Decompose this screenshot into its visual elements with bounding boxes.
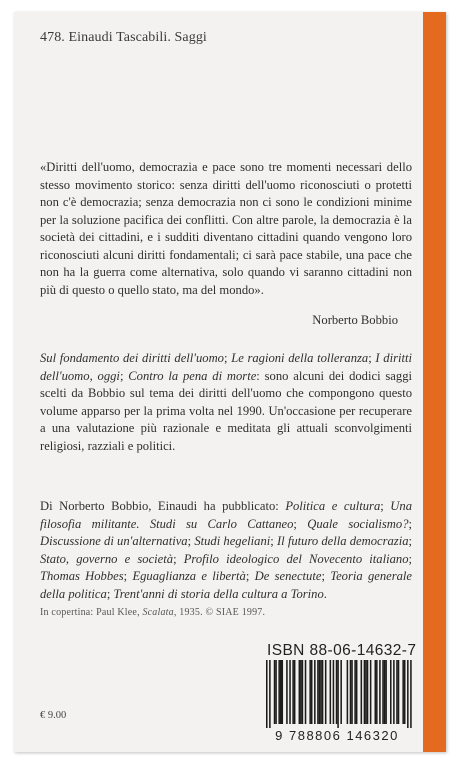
essay-title: Contro la pena di morte bbox=[128, 368, 257, 383]
barcode-bar bbox=[370, 660, 372, 724]
publications-intro: Di Norberto Bobbio, Einaudi ha pubblicato: bbox=[40, 499, 279, 513]
barcode-bar bbox=[337, 660, 339, 730]
other-publications: Di Norberto Bobbio, Einaudi ha pubblicato: Politica e cultura; Una filosofia militante. Studi su Carlo Cattaneo; Quale socialismo?; Discussione di un'alternativa; Studi hegeliani; Il futuro della democrazia; Stato, governo e società; Profilo ideologico del Novecento italiano; Thomas Hobbes; Eguaglianza e libertà; De senectute; Teoria generale della politica; Trent'anni di storia della cultura a Torino. bbox=[40, 499, 413, 601]
barcode-bar bbox=[384, 660, 386, 724]
essay-title: Sul fondamento dei diritti dell'uomo bbox=[40, 351, 224, 365]
barcode-bar bbox=[393, 660, 395, 724]
essay-title: I diritti dell'uomo, oggi bbox=[40, 351, 413, 383]
publication-title: De senectute bbox=[254, 569, 322, 583]
barcode-digits: 9 788806 146320 bbox=[258, 728, 416, 743]
book-back-cover bbox=[14, 12, 446, 752]
barcode-bar bbox=[356, 660, 358, 724]
publication-title: Trent'anni di storia della cultura a Torino bbox=[113, 586, 324, 601]
barcode-bar bbox=[340, 660, 342, 724]
barcode-bar bbox=[354, 660, 356, 724]
barcode-bar bbox=[274, 660, 276, 724]
barcode-bar bbox=[407, 660, 409, 730]
barcode-bar bbox=[350, 660, 352, 724]
price-label: € 9.00 bbox=[40, 710, 67, 721]
barcode-bar bbox=[361, 660, 363, 724]
cover-credit bbox=[40, 607, 265, 618]
barcode-bar bbox=[410, 660, 412, 730]
publication-title: Quale socialismo? bbox=[307, 516, 409, 531]
barcode-bar bbox=[398, 660, 400, 724]
barcode-bar bbox=[302, 660, 304, 724]
publication-title: Thomas Hobbes bbox=[40, 569, 124, 583]
barcode-bar bbox=[364, 660, 366, 724]
barcode-bar bbox=[385, 660, 387, 724]
credit-suffix: , 1935. © SIAE 1997. bbox=[173, 607, 266, 618]
barcode-bar bbox=[390, 660, 392, 724]
barcode-bar bbox=[289, 660, 291, 724]
barcode-bar bbox=[266, 660, 268, 730]
barcode-bar bbox=[347, 660, 349, 724]
barcode-bar bbox=[275, 660, 277, 724]
publication-title: Il futuro della democrazia bbox=[276, 534, 409, 548]
barcode-bar bbox=[351, 660, 353, 724]
book-description: Sul fondamento dei diritti dell'uomo; Le ragioni della tolleranza; I diritti dell'uomo, oggi; Contro la pena di morte: sono alcuni dei dodici saggi scelti da Bobbio sul tema dei diritti dell'uomo che compongono questo volume apparso per la prima volta nel 1990. Un'occasione per recuperare a una valutazione più razionale e meditata gli attuali sconvolgimenti religiosi, razziali e politici. bbox=[40, 351, 413, 453]
barcode-bar bbox=[367, 660, 369, 724]
barcode-bar bbox=[365, 660, 367, 724]
barcode-bar bbox=[320, 660, 322, 724]
credit-artwork: Scalata bbox=[142, 607, 174, 618]
barcode-bar bbox=[317, 660, 319, 724]
credit-prefix: In copertina: Paul Klee, bbox=[40, 607, 143, 618]
barcode-bar bbox=[314, 660, 316, 724]
publication-title: Politica e cultura bbox=[285, 499, 381, 513]
barcode-bar bbox=[336, 660, 338, 724]
barcode-bars bbox=[258, 660, 416, 730]
publication-title: Eguaglianza e libertà bbox=[132, 569, 246, 583]
spine-stripe bbox=[423, 12, 446, 752]
barcode-bar bbox=[402, 660, 404, 724]
barcode-bar bbox=[330, 660, 332, 724]
barcode-bar bbox=[396, 660, 398, 724]
barcode-bar bbox=[376, 660, 378, 724]
barcode-bar bbox=[379, 660, 381, 724]
publication-title: Discussione di un'alternativa bbox=[40, 534, 188, 548]
barcode-bar bbox=[280, 660, 282, 724]
description-text: sono alcuni dei dodici saggi scelti da Bobbio sul tema dei diritti dell'uomo che compongono questo volume apparso per la prima volta nel 1990. Un'occasione per recuperare a una valutazione più razionale e meditata gli attuali sconvolgimenti religiosi, razziali e politici. bbox=[40, 368, 412, 453]
publication-title: Teoria generale della politica bbox=[40, 569, 413, 601]
barcode-bar bbox=[294, 660, 296, 724]
barcode-bar bbox=[278, 660, 280, 724]
quote-author: Norberto Bobbio bbox=[312, 313, 398, 327]
barcode-bar bbox=[319, 660, 321, 724]
barcode-bar bbox=[375, 660, 377, 724]
isbn-label: ISBN 88-06-14632-7 bbox=[267, 642, 417, 659]
barcode-bar bbox=[333, 660, 335, 724]
barcode-bar bbox=[269, 660, 271, 730]
barcode bbox=[258, 660, 416, 743]
series-label: 478. Einaudi Tascabili. Saggi bbox=[40, 30, 207, 45]
essay-title: Le ragioni della tolleranza bbox=[231, 351, 369, 365]
barcode-bar bbox=[325, 660, 327, 724]
barcode-bar bbox=[322, 660, 324, 724]
barcode-bar bbox=[305, 660, 307, 724]
barcode-bar bbox=[382, 660, 384, 724]
barcode-bar bbox=[311, 660, 313, 724]
barcode-bar bbox=[309, 660, 311, 724]
barcode-bar bbox=[404, 660, 406, 724]
barcode-bar bbox=[292, 660, 294, 724]
bobbio-quote: «Diritti dell'uomo, democrazia e pace sono tre momenti necessari dello stesso movimento storico: senza diritti dell'uomo riconosciuti o protetti non c'è democrazia; senza democrazia non ci sono le condizioni minime per la soluzione pacifica dei conflitti. Con altre parole, la democrazia è la società dei cittadini, e i sudditi diventano cittadini quando vengono loro riconosciuti alcuni diritti fondamentali; ci sarà pace stabile, una pace che non ha la guerra come alternativa, solo quando vi saranno cittadini non più di questo o quello stato, ma del mondo». bbox=[40, 160, 412, 297]
barcode-bar bbox=[286, 660, 288, 724]
publication-title: Stato, governo e società bbox=[40, 551, 174, 566]
barcode-bar bbox=[282, 660, 284, 724]
publication-title: Studi hegeliani bbox=[194, 534, 271, 548]
barcode-bar bbox=[300, 660, 302, 724]
publication-title: Profilo ideologico del Novecento italiano bbox=[183, 551, 409, 566]
publication-title: Una filosofia militante. Studi su Carlo Cattaneo bbox=[40, 499, 412, 531]
barcode-bar bbox=[299, 660, 301, 724]
